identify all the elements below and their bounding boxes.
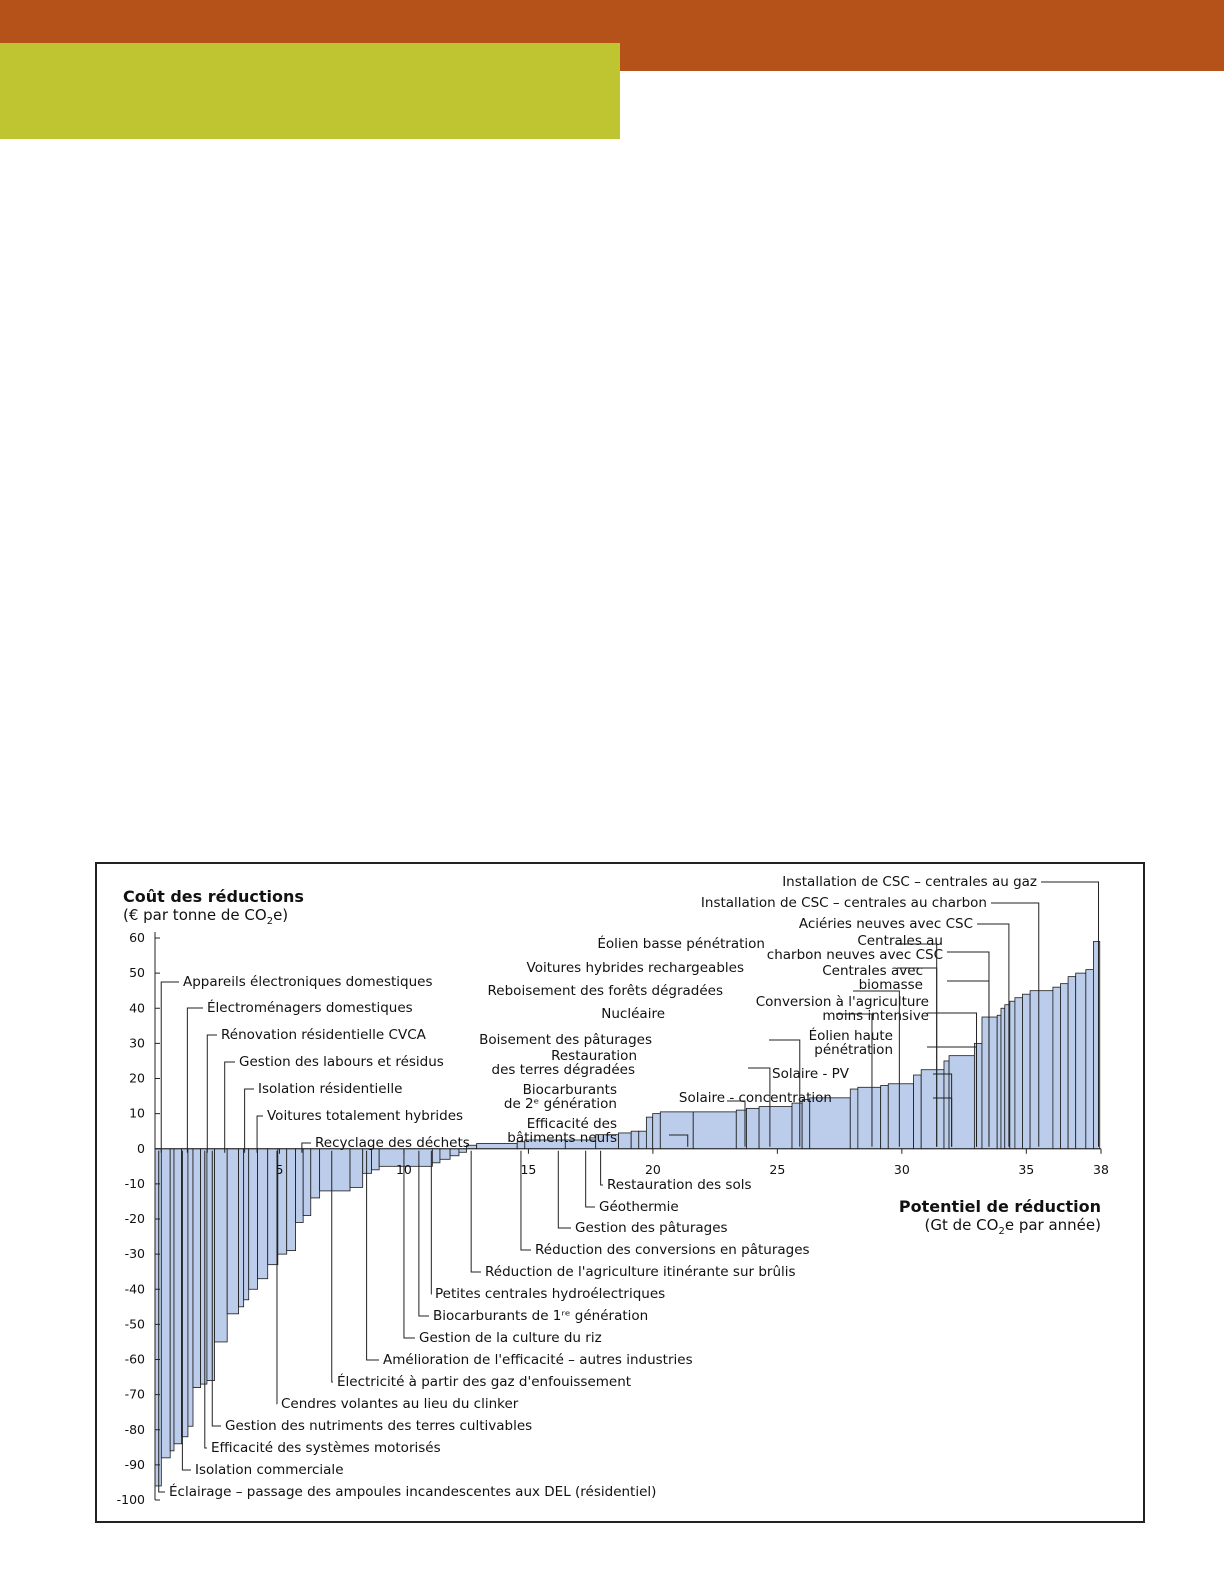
label-bottom-5: Petites centrales hydroélectriques <box>435 1286 666 1302</box>
bar-68 <box>1068 977 1076 1149</box>
x-tick-label: 30 <box>893 1161 910 1177</box>
label-top-29: Voitures totalement hybrides <box>267 1108 464 1124</box>
y-tick-label: -90 <box>124 1456 145 1472</box>
x-tick-label: 25 <box>769 1161 786 1177</box>
bar-39 <box>646 1117 652 1149</box>
y-tick-label: -100 <box>116 1492 145 1507</box>
label-top-5: Centrales avec <box>822 963 923 979</box>
y-tick-label: 60 <box>129 930 145 945</box>
y-axis-title: Coût des réductions <box>123 887 304 906</box>
bar-64 <box>1023 994 1031 1149</box>
bar-40 <box>653 1114 661 1149</box>
x-tick-label: 38 <box>1093 1161 1109 1177</box>
bar-14 <box>258 1149 268 1279</box>
label-top-21: de 2ᵉ génération <box>503 1096 617 1112</box>
label-top-14: Voitures hybrides rechargeables <box>526 960 744 976</box>
bar-36 <box>619 1133 632 1149</box>
y-axis-subtitle: (€ par tonne de $CO_2e$) <box>123 906 289 927</box>
y-tick-label: -60 <box>124 1351 145 1367</box>
bar-21 <box>320 1149 350 1191</box>
bar-37 <box>631 1131 639 1149</box>
y-tick-label: -40 <box>124 1281 145 1297</box>
leader-line <box>558 1151 571 1228</box>
label-bottom-10: Cendres volantes au lieu du clinker <box>281 1396 519 1412</box>
label-bottom-13: Isolation commerciale <box>195 1462 344 1478</box>
label-top-24: Appareils électroniques domestiques <box>183 974 433 990</box>
label-top-19: des terres dégradées <box>491 1062 635 1078</box>
y-tick-label: 40 <box>129 1000 145 1016</box>
label-top-9: Éolien haute <box>808 1028 893 1044</box>
label-top-30: Recyclage des déchets <box>315 1135 470 1151</box>
bar-65 <box>1030 991 1053 1149</box>
label-bottom-1: Géothermie <box>599 1199 679 1215</box>
label-top-23: bâtiments neufs <box>507 1130 617 1146</box>
bar-9 <box>215 1149 228 1342</box>
leader-line <box>257 1116 263 1153</box>
leader-line <box>601 1151 603 1185</box>
leader-line <box>367 1151 379 1360</box>
bar-8 <box>207 1149 215 1381</box>
bar-22 <box>350 1149 363 1188</box>
bar-11 <box>239 1149 244 1307</box>
bar-67 <box>1060 984 1068 1149</box>
x-tick-label: 10 <box>395 1161 412 1177</box>
bar-57 <box>974 1043 982 1148</box>
bar-70 <box>1086 970 1094 1149</box>
bar-6 <box>193 1149 201 1388</box>
label-top-0: Installation de CSC – centrales au gaz <box>782 874 1037 890</box>
label-top-22: Efficacité des <box>526 1116 617 1132</box>
y-tick-label: 30 <box>129 1035 145 1051</box>
leader-line <box>207 1035 217 1153</box>
y-tick-label: -80 <box>124 1421 145 1437</box>
bar-69 <box>1076 973 1086 1149</box>
label-top-7: Conversion à l'agriculture <box>755 994 929 1010</box>
title-block <box>0 43 620 139</box>
label-bottom-11: Gestion des nutriments des terres cultivables <box>225 1418 533 1434</box>
label-top-18: Restauration <box>551 1048 637 1064</box>
figure-frame <box>95 862 1145 1523</box>
label-bottom-4: Réduction de l'agriculture itinérante sur brûlis <box>485 1264 796 1280</box>
bar-53 <box>914 1075 922 1149</box>
bar-13 <box>249 1149 258 1290</box>
bar-7 <box>201 1149 207 1384</box>
bar-54 <box>921 1070 944 1149</box>
label-top-27: Gestion des labours et résidus <box>239 1054 444 1070</box>
bar-3 <box>174 1149 182 1444</box>
x-tick-label: 20 <box>644 1161 661 1177</box>
leader-line <box>187 1008 203 1153</box>
y-tick-label: -30 <box>124 1246 145 1262</box>
label-bottom-9: Électricité à partir des gaz d'enfouissement <box>337 1374 632 1390</box>
label-bottom-14: Éclairage – passage des ampoules incandescentes aux DEL (résidentiel) <box>169 1484 657 1500</box>
y-tick-label: -20 <box>124 1211 145 1226</box>
bar-5 <box>188 1149 193 1426</box>
x-axis-title: Potentiel de réduction <box>898 1197 1101 1216</box>
label-top-8: moins intensive <box>822 1008 929 1024</box>
x-axis-subtitle: (Gt de $CO_2e$ par année) <box>924 1216 1101 1237</box>
bar-51 <box>881 1086 889 1149</box>
label-bottom-12: Efficacité des systèmes motorisés <box>211 1440 441 1456</box>
bar-60 <box>1001 1008 1005 1149</box>
label-bottom-2: Gestion des pâturages <box>575 1220 728 1236</box>
bar-1 <box>161 1149 170 1458</box>
abatement-cost-chart <box>97 864 1143 1521</box>
label-top-11: Solaire - PV <box>772 1066 849 1082</box>
bar-63 <box>1015 998 1023 1149</box>
bar-20 <box>311 1149 320 1198</box>
bar-58 <box>982 1017 997 1149</box>
bar-17 <box>287 1149 296 1251</box>
leader-line <box>471 1151 481 1272</box>
bar-18 <box>296 1149 304 1223</box>
y-tick-label: -50 <box>124 1316 145 1332</box>
label-bottom-7: Gestion de la culture du riz <box>419 1330 602 1346</box>
y-tick-label: 50 <box>129 965 145 981</box>
x-tick-label: 15 <box>520 1161 537 1177</box>
bar-50 <box>858 1087 881 1148</box>
bar-44 <box>746 1108 759 1148</box>
leader-line <box>161 982 179 1153</box>
bar-24 <box>372 1149 380 1170</box>
bar-66 <box>1053 987 1061 1149</box>
label-top-17: Boisement des pâturages <box>479 1032 652 1048</box>
bar-49 <box>850 1089 858 1149</box>
bar-19 <box>303 1149 311 1216</box>
bar-12 <box>244 1149 249 1300</box>
bar-46 <box>792 1103 802 1149</box>
label-top-12: Solaire - concentration <box>678 1090 832 1106</box>
bar-47 <box>802 1100 810 1149</box>
label-top-3: Centrales au <box>857 933 943 949</box>
bar-38 <box>639 1131 647 1149</box>
y-tick-label: 0 <box>137 1140 145 1156</box>
label-top-28: Isolation résidentielle <box>258 1081 403 1097</box>
label-bottom-3: Réduction des conversions en pâturages <box>535 1242 810 1258</box>
leader-line <box>245 1089 254 1153</box>
label-top-20: Biocarburants <box>522 1082 617 1098</box>
x-tick-label: 35 <box>1018 1161 1035 1177</box>
label-bottom-8: Amélioration de l'efficacité – autres industries <box>383 1352 693 1368</box>
y-tick-label: 10 <box>129 1105 145 1121</box>
bar-0 <box>155 1149 161 1486</box>
bar-2 <box>170 1149 174 1451</box>
label-top-1: Installation de CSC – centrales au charbon <box>700 895 987 911</box>
label-top-15: Reboisement des forêts dégradées <box>487 983 723 999</box>
x-tick-label: 5 <box>275 1161 284 1177</box>
bar-62 <box>1010 1001 1015 1149</box>
bar-10 <box>227 1149 238 1314</box>
label-top-10: pénétration <box>814 1042 893 1058</box>
bar-41 <box>660 1112 693 1149</box>
y-tick-label: 20 <box>129 1070 145 1086</box>
y-tick-label: -10 <box>124 1175 145 1191</box>
bar-42 <box>693 1112 736 1149</box>
label-top-16: Nucléaire <box>601 1006 665 1022</box>
leader-line <box>225 1062 235 1153</box>
leader-line <box>419 1151 429 1316</box>
label-top-25: Électroménagers domestiques <box>207 1000 413 1016</box>
label-top-6: biomasse <box>858 977 923 993</box>
label-bottom-0: Restauration des sols <box>607 1177 752 1193</box>
bar-23 <box>363 1149 372 1174</box>
y-tick-label: -70 <box>124 1386 145 1402</box>
leader-line <box>404 1151 415 1338</box>
bar-45 <box>759 1107 792 1149</box>
bar-59 <box>997 1015 1001 1148</box>
bar-56 <box>949 1056 974 1149</box>
bar-52 <box>888 1084 913 1149</box>
label-top-26: Rénovation résidentielle CVCA <box>221 1027 426 1043</box>
leader-line <box>586 1151 595 1207</box>
label-top-4: charbon neuves avec CSC <box>766 947 943 963</box>
label-top-2: Aciéries neuves avec CSC <box>798 916 973 932</box>
label-top-13: Éolien basse pénétration <box>597 936 765 952</box>
label-bottom-6: Biocarburants de 1ʳᵉ génération <box>433 1308 649 1324</box>
